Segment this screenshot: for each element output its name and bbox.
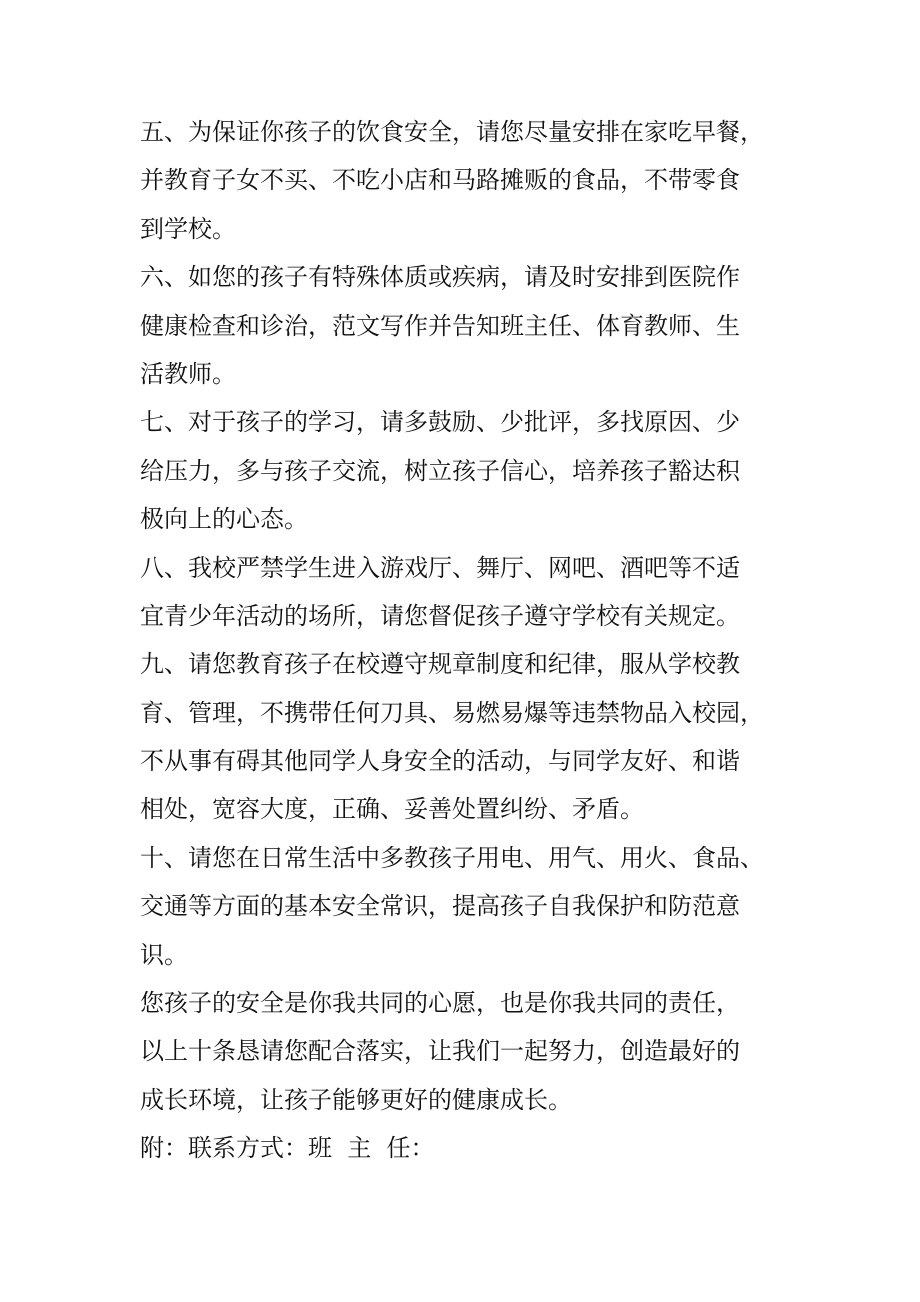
paragraph-closing xyxy=(140,979,780,1124)
text-line: 识。 xyxy=(140,940,188,969)
contact-line: 附：联系方式：班 主 任： xyxy=(140,1134,435,1163)
text-line: 您孩子的安全是你我共同的心愿，也是你我共同的责任， xyxy=(140,989,740,1018)
text-line: 活教师。 xyxy=(140,359,236,388)
paragraph-item-5 xyxy=(140,108,780,253)
text-line: 成长环境，让孩子能够更好的健康成长。 xyxy=(140,1085,572,1114)
text-line: 不从事有碍其他同学人身安全的活动，与同学友好、和谐 xyxy=(140,747,740,776)
paragraph-contact xyxy=(140,1124,780,1172)
paragraph-item-6 xyxy=(140,253,780,398)
text-line: 交通等方面的基本安全常识，提高孩子自我保护和防范意 xyxy=(140,892,740,921)
paragraph-item-9 xyxy=(140,640,780,834)
text-line: 以上十条恳请您配合落实，让我们一起努力，创造最好的 xyxy=(140,1037,740,1066)
paragraph-item-7 xyxy=(140,398,780,543)
text-line: 五、为保证你孩子的饮食安全，请您尽量安排在家吃早餐， xyxy=(140,118,764,146)
text-line: 七、对于孩子的学习，请多鼓励、少批评，多找原因、少 xyxy=(140,408,740,437)
paragraph-item-8 xyxy=(140,544,780,641)
text-line: 九、请您教育孩子在校遵守规章制度和纪律，服从学校教 xyxy=(140,650,740,679)
text-line: 极向上的心态。 xyxy=(140,505,308,534)
text-line: 六、如您的孩子有特殊体质或疾病，请及时安排到医院作 xyxy=(140,263,740,292)
text-line: 宜青少年活动的场所，请您督促孩子遵守学校有关规定。 xyxy=(140,601,740,630)
paragraph-item-10 xyxy=(140,834,780,979)
text-line: 育、管理，不携带任何刀具、易燃易爆等违禁物品入校园， xyxy=(140,698,764,727)
text-line: 并教育子女不买、不吃小店和马路摊贩的食品，不带零食 xyxy=(140,166,740,195)
text-line: 健康检查和诊治，范文写作并告知班主任、体育教师、生 xyxy=(140,311,740,340)
text-line: 十、请您在日常生活中多教孩子用电、用气、用火、食品、 xyxy=(140,843,764,872)
document-page xyxy=(140,108,780,1173)
text-line: 给压力，多与孩子交流，树立孩子信心，培养孩子豁达积 xyxy=(140,456,740,485)
text-line: 八、我校严禁学生进入游戏厅、舞厅、网吧、酒吧等不适 xyxy=(140,553,740,582)
text-line: 相处，宽容大度，正确、妥善处置纠纷、矛盾。 xyxy=(140,795,644,824)
text-line: 到学校。 xyxy=(140,214,236,243)
